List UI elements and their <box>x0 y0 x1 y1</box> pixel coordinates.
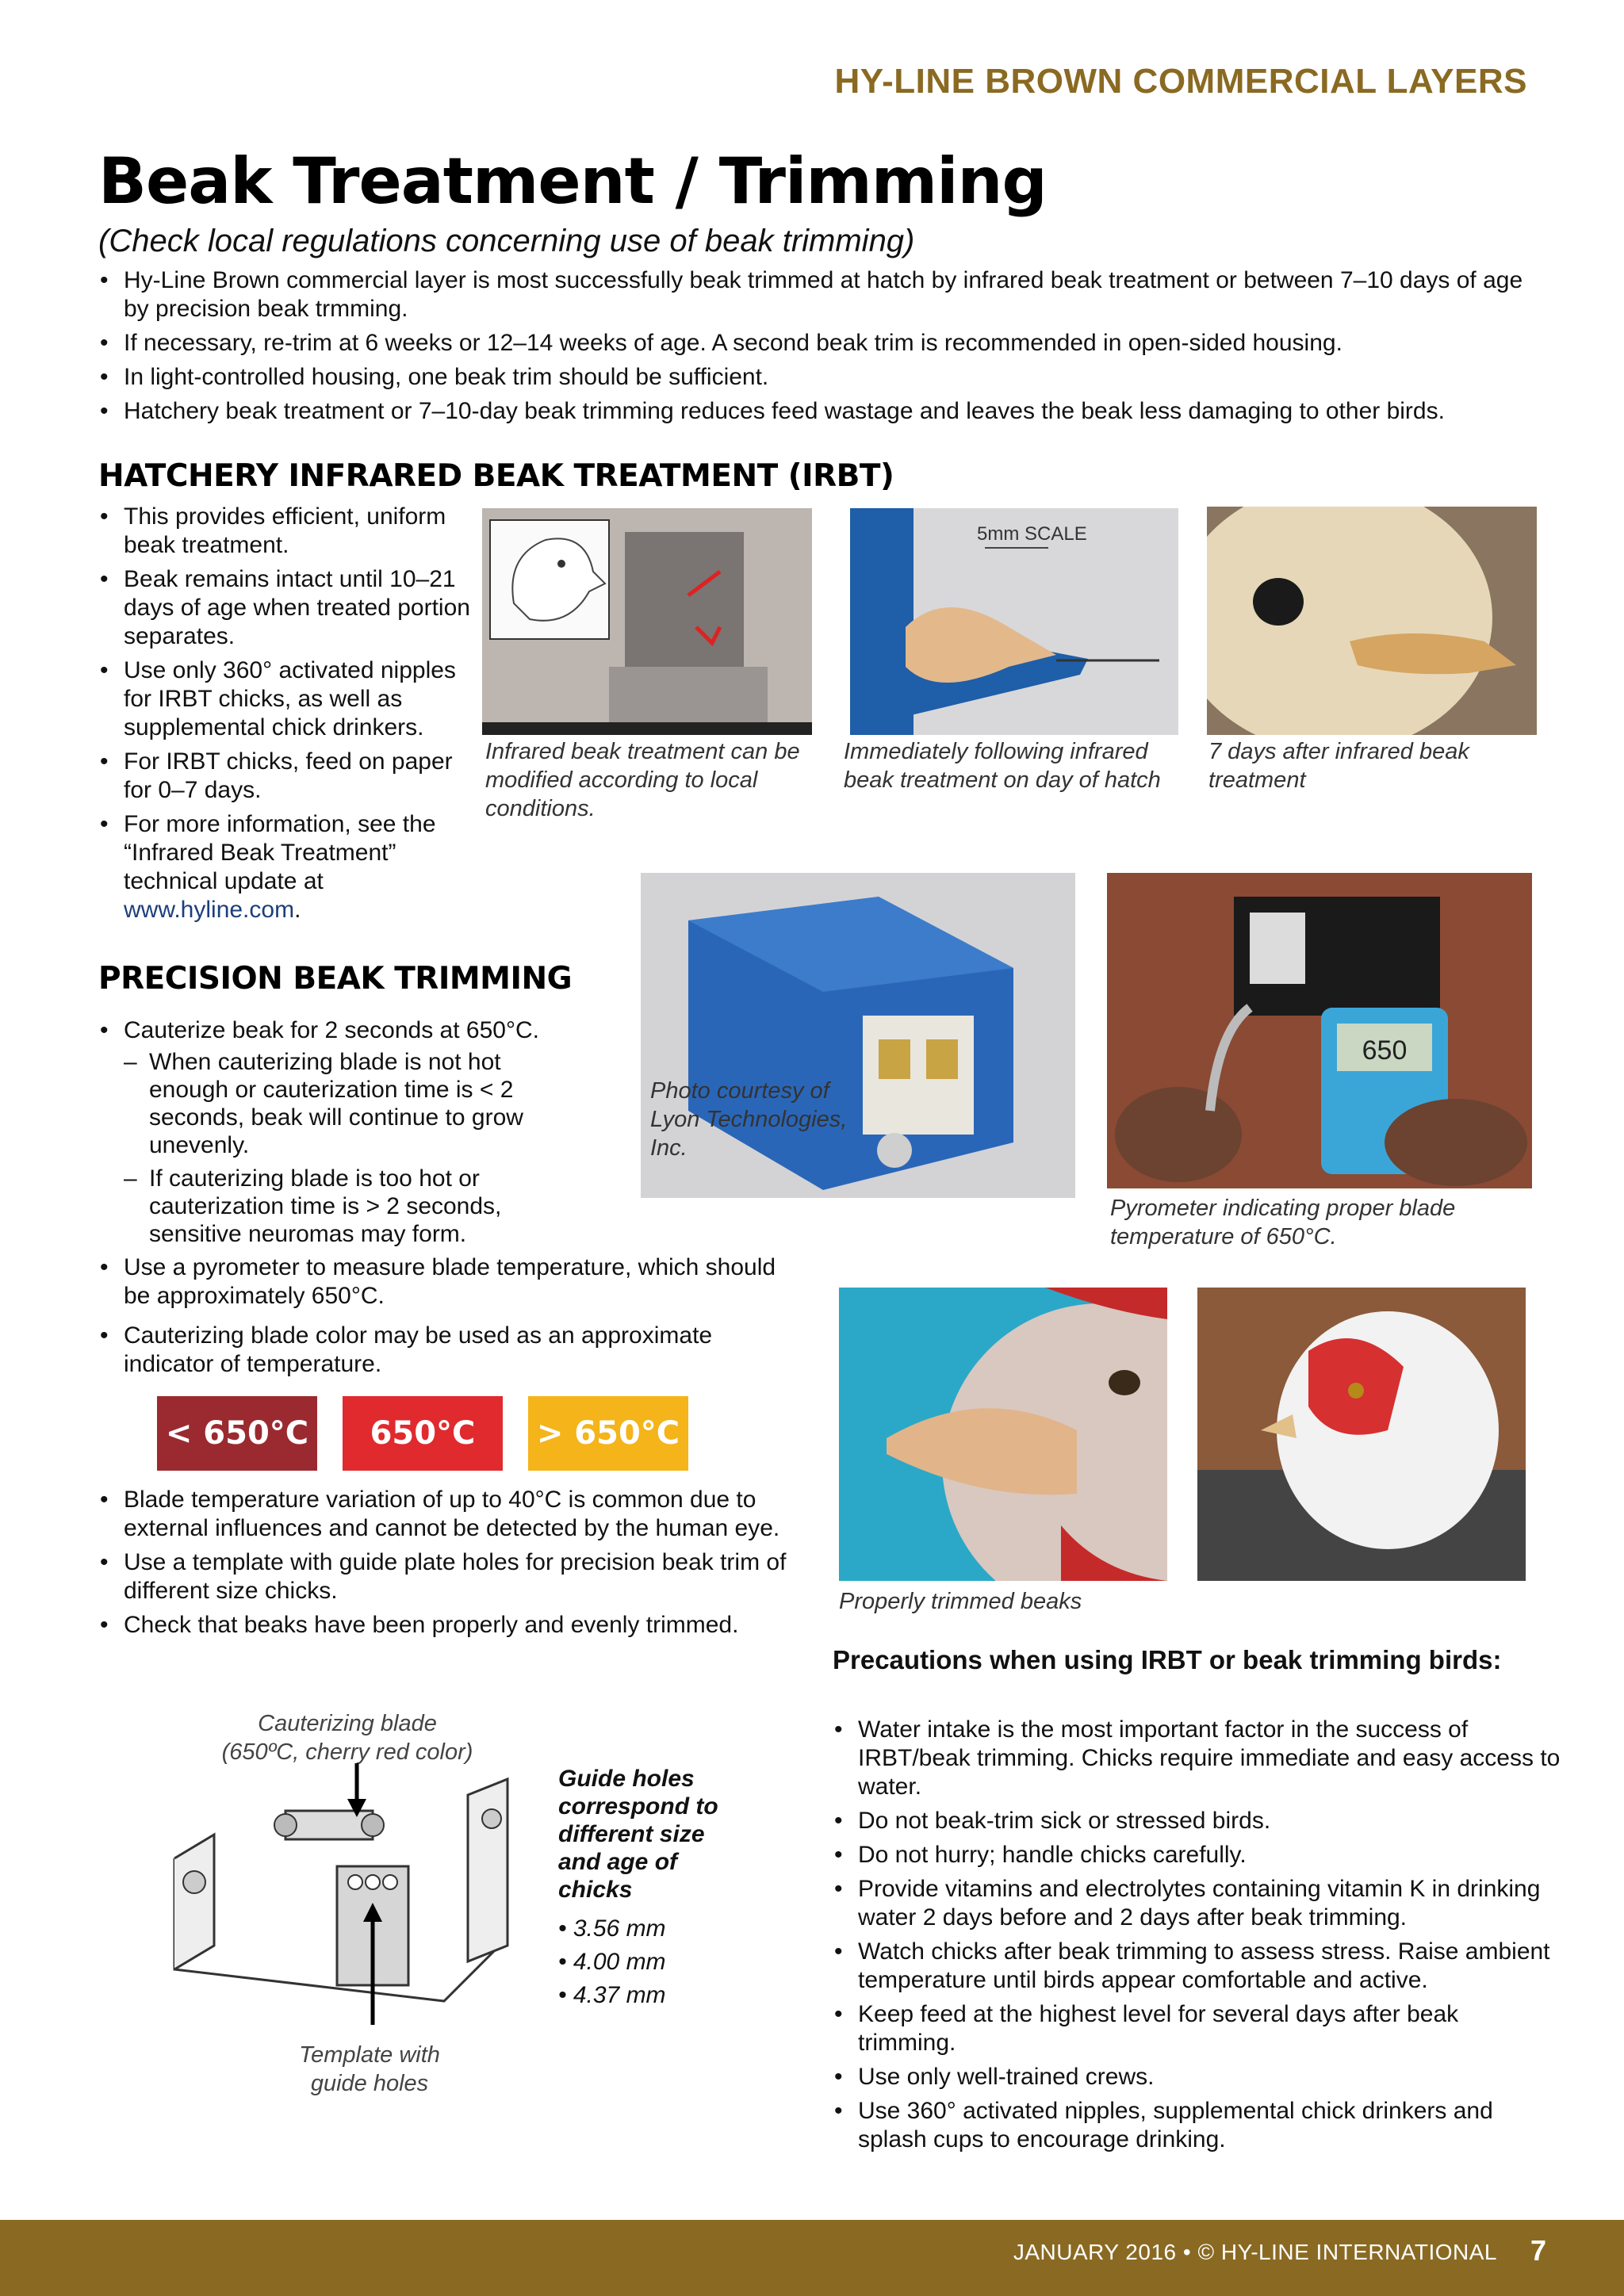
list-item: • Beak remains intact until 10–21 days of age when treated portion separates. <box>98 565 479 651</box>
chick-7-days-photo <box>1207 507 1537 735</box>
list-item: • 4.00 mm <box>558 1949 666 1975</box>
chick-7-days-caption: 7 days after infrared beak treatment <box>1208 739 1469 793</box>
infrared-treatment-photo <box>482 508 812 735</box>
sub-list-item: – If cauterizing blade is too hot or cauterization time is > 2 seconds, sensitive neuromas may form. <box>124 1165 568 1248</box>
infrared-photo-caption: Infrared beak treatment can be modified according to local conditions. <box>485 739 800 821</box>
list-item: • 4.37 mm <box>558 1982 666 2008</box>
template-label-line-2: guide holes <box>310 2071 429 2096</box>
list-item: • In light-controlled housing, one beak trim should be sufficient. <box>98 363 1526 392</box>
guide-size: 4.00 mm <box>573 1949 666 1975</box>
template-diagram <box>159 1763 523 2025</box>
list-item: • Do not hurry; handle chicks carefully. <box>833 1841 1562 1869</box>
trimmed-beak-photo-1 <box>839 1288 1167 1581</box>
list-item: • Check that beaks have been properly and evenly trimmed. <box>98 1611 796 1640</box>
guide-size: 4.37 mm <box>573 1982 666 2008</box>
list-item <box>98 810 479 924</box>
more-info-end: . <box>294 897 301 923</box>
list-item: • If necessary, re-trim at 6 weeks or 12–14 weeks of age. A second beak trim is recommended in open-sided housing. <box>98 329 1526 358</box>
document-header: HY-LINE BROWN COMMERCIAL LAYERS <box>834 62 1527 101</box>
pyrometer-caption: Pyrometer indicating proper blade temperature of 650°C. <box>1110 1196 1456 1249</box>
blade-label <box>189 1709 506 1766</box>
precision-bullet-list-2 <box>98 1486 796 1645</box>
list-item: • Provide vitamins and electrolytes containing vitamin K in drinking water 2 days before and 2 days after beak trimming. <box>833 1875 1562 1932</box>
trimmed-beaks-caption: Properly trimmed beaks <box>839 1589 1082 1614</box>
swatch-650: 650°C <box>343 1396 503 1471</box>
trimmed-beak-photo-2 <box>1197 1288 1526 1581</box>
list-item-text: Cauterize beak for 2 seconds at 650°C. <box>124 1017 539 1043</box>
list-item: • Do not beak-trim sick or stressed birds. <box>833 1807 1562 1835</box>
guide-holes-title: Guide holes correspond to different size and age of chicks <box>558 1766 718 1903</box>
post-treatment-beak-photo <box>850 508 1178 735</box>
list-item: • Use 360° activated nipples, supplemental chick drinkers and splash cups to encourage drinking. <box>833 2097 1562 2154</box>
swatch-below-650: < 650°C <box>157 1396 317 1471</box>
template-label <box>235 2041 504 2098</box>
list-item: • Hatchery beak treatment or 7–10-day beak trimming reduces feed wastage and leaves the beak less damaging to other birds. <box>98 397 1526 426</box>
irbt-heading: HATCHERY INFRARED BEAK TREATMENT (IRBT) <box>98 458 894 494</box>
blade-label-line-2: (650ºC, cherry red color) <box>221 1739 473 1765</box>
precautions-heading: Precautions when using IRBT or beak trimming birds: <box>833 1645 1502 1674</box>
list-item: • 3.56 mm <box>558 1915 666 1942</box>
blade-label-line-1: Cauterizing blade <box>258 1711 437 1736</box>
guide-hole-sizes <box>558 1912 733 2012</box>
guide-size: 3.56 mm <box>573 1915 666 1942</box>
precision-sub-list <box>124 1048 568 1248</box>
pyrometer-photo <box>1107 873 1532 1188</box>
hyline-link[interactable]: www.hyline.com <box>124 897 295 923</box>
list-item: • Use a template with guide plate holes for precision beak trim of different size chicks. <box>98 1548 796 1605</box>
page-number: 7 <box>1530 2234 1546 2267</box>
list-item: • Hy-Line Brown commercial layer is most successfully beak trimmed at hatch by infrared beak treatment or between 7–10 days of age by precision beak trmming. <box>98 266 1526 323</box>
list-item: • Water intake is the most important factor in the success of IRBT/beak trimming. Chicks require immediate and easy access to water. <box>833 1716 1562 1801</box>
irbt-bullet-list <box>98 503 479 930</box>
list-item: • Cauterizing blade color may be used as an approximate indicator of temperature. <box>98 1322 796 1379</box>
list-item: • For IRBT chicks, feed on paper for 0–7 days. <box>98 748 479 805</box>
page-title: Beak Treatment / Trimming <box>98 144 1047 218</box>
list-item: • Use only 360° activated nipples for IRBT chicks, as well as supplemental chick drinkers. <box>98 656 479 742</box>
precautions-bullet-list <box>833 1716 1562 2160</box>
intro-bullet-list <box>98 266 1526 431</box>
post-treatment-caption: Immediately following infrared beak treatment on day of hatch <box>844 739 1161 793</box>
list-item: • Watch chicks after beak trimming to assess stress. Raise ambient temperature until birds appear comfortable and active. <box>833 1938 1562 1995</box>
list-item: • Use only well-trained crews. <box>833 2063 1562 2091</box>
more-info-text: For more information, see the “Infrared Beak Treatment” technical update at <box>124 811 436 894</box>
scale-label: 5mm SCALE <box>977 523 1087 545</box>
swatch-above-650: > 650°C <box>528 1396 688 1471</box>
sub-list-item: – When cauterizing blade is not hot enough or cauterization time is < 2 seconds, beak will continue to grow unevenly. <box>124 1048 568 1159</box>
list-item: • This provides efficient, uniform beak treatment. <box>98 503 479 560</box>
photo-credit: Photo courtesy of Lyon Technologies, Inc. <box>650 1078 848 1161</box>
pyrometer-display: 650 <box>1362 1035 1408 1066</box>
precision-heading: PRECISION BEAK TRIMMING <box>98 961 573 997</box>
list-item: • Use a pyrometer to measure blade temperature, which should be approximately 650°C. <box>98 1253 796 1311</box>
template-label-line-1: Template with <box>299 2042 440 2068</box>
list-item: • Blade temperature variation of up to 40°C is common due to external influences and cannot be detected by the human eye. <box>98 1486 796 1543</box>
list-item: • Keep feed at the highest level for several days after beak trimming. <box>833 2000 1562 2057</box>
page-subtitle: (Check local regulations concerning use of beak trimming) <box>98 224 915 258</box>
footer-text: JANUARY 2016 • © HY-LINE INTERNATIONAL <box>1013 2240 1497 2264</box>
